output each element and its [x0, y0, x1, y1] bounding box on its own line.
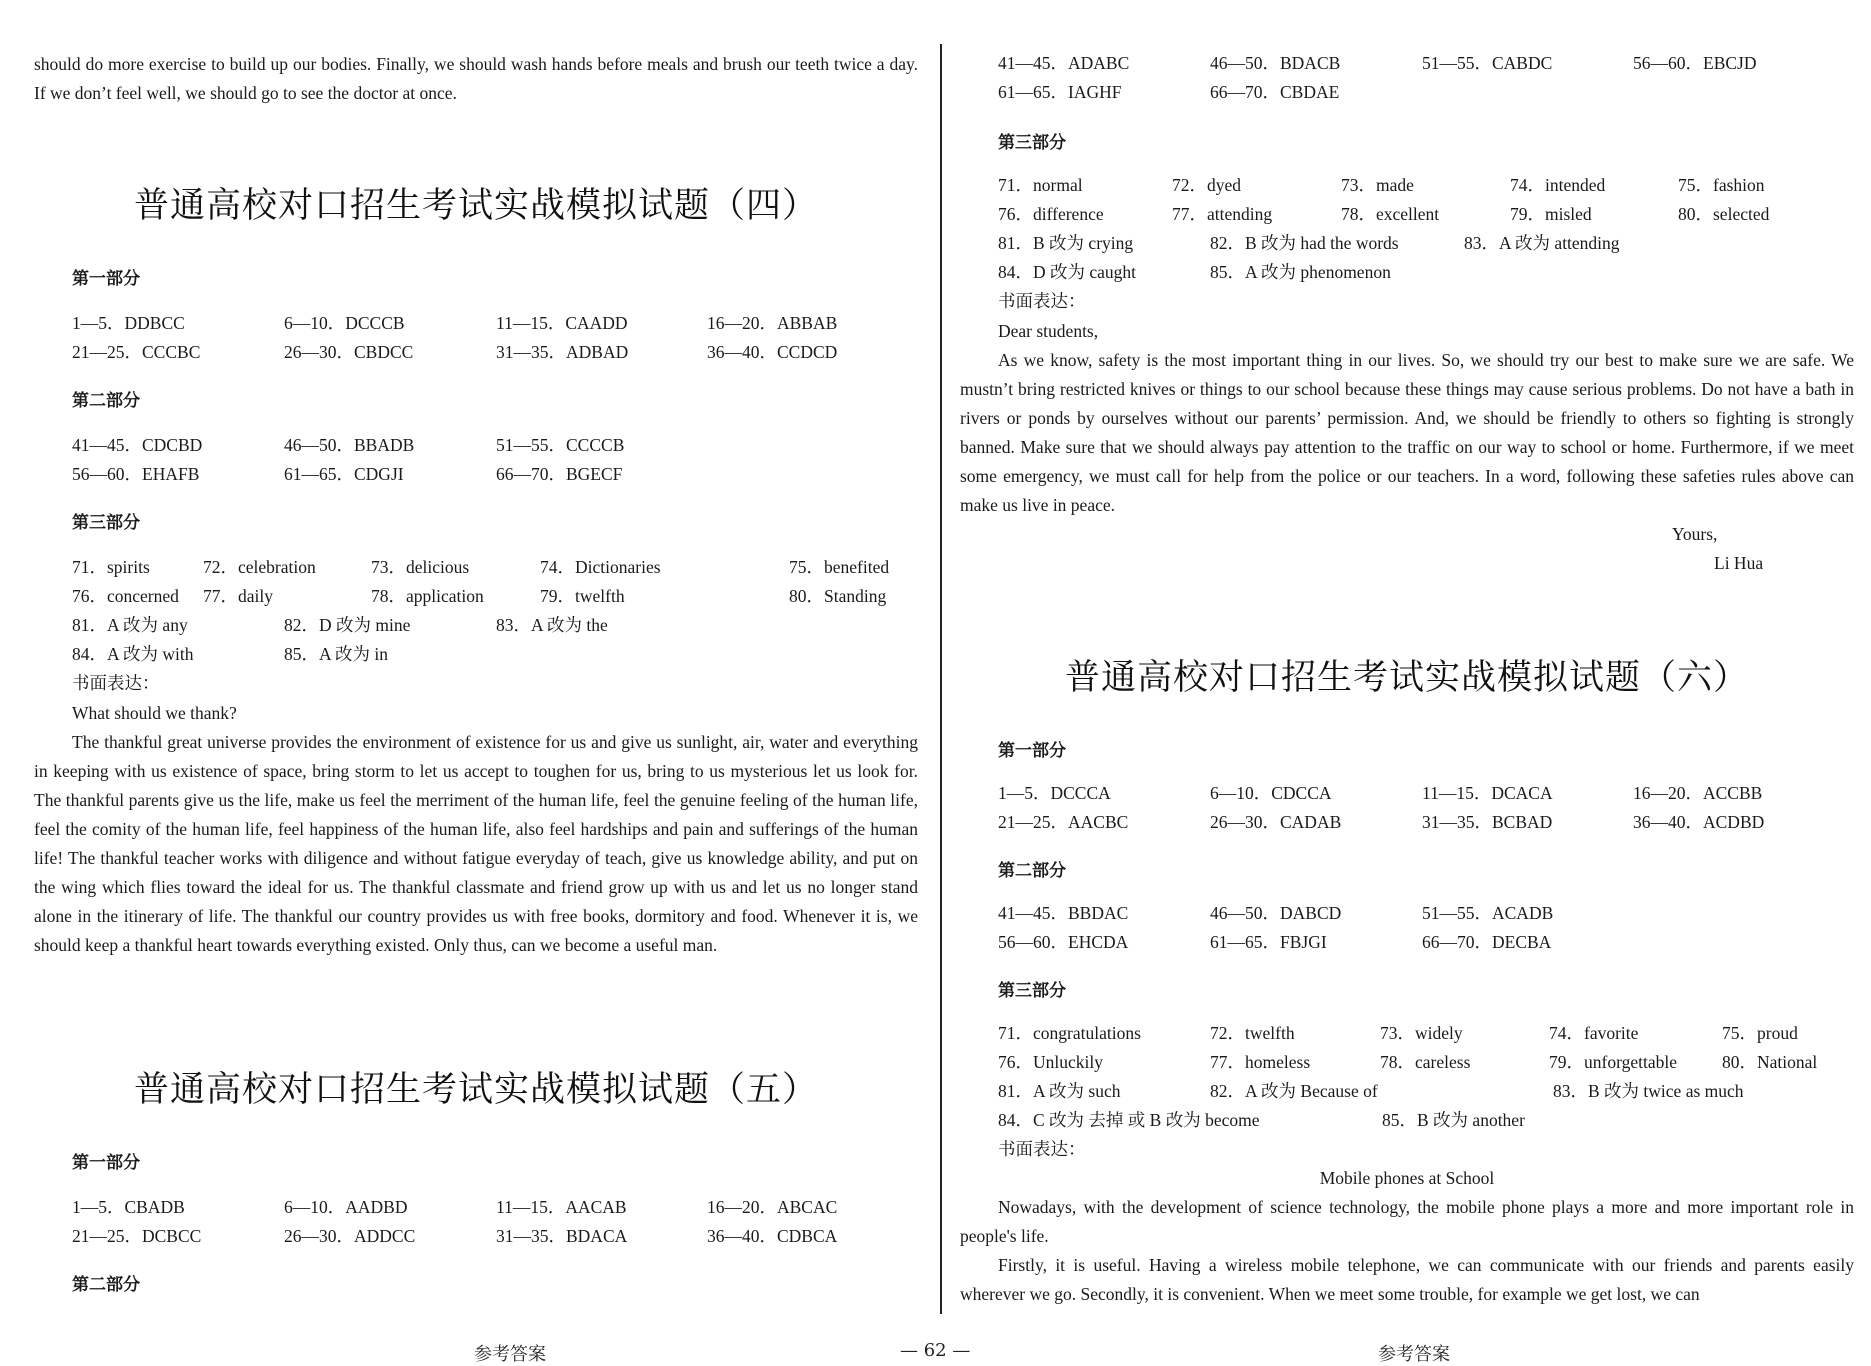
answer-cell: 72．twelfth	[1210, 1023, 1295, 1043]
answer-cell: 51—55．CCCCB	[496, 435, 625, 455]
answer-cell: 31—35．BCBAD	[1422, 812, 1553, 832]
answer-cell: 80．Standing	[789, 586, 887, 606]
exam4-part2-heading: 第二部分	[72, 391, 140, 411]
answer-cell: 41—45．BBDAC	[998, 903, 1129, 923]
answer-cell: 73．made	[1341, 175, 1414, 195]
answer-cell: 85．A 改为 in	[284, 644, 389, 664]
exam5-title: 普通高校对口招生考试实战模拟试题（五）	[133, 1070, 818, 1110]
answer-cell: 83．A 改为 attending	[1464, 233, 1620, 253]
answer-cell: 71．normal	[998, 175, 1083, 195]
answer-cell: 46—50．DABCD	[1210, 903, 1342, 923]
essay-paragraph: The thankful great universe provides the environment of existence for us and give us sunlight, air, water and everything in keeping with us existence of space, bring storm to let us accept to toughen for us, bring to us mysterious let us look for. The thankful parents give us the life, make us feel the merriment of the human life, feel the genuine feeling of the human life, feel the comity of the human life, feel happiness of the human life, also feel hardships and pain and sufferings of the human life! The thankful teacher works with diligence and without fatigue everyday of teach, give us knowledge ability, and put on the wing which flies toward the ideal for us. The thankful classmate and friend grow up with us and let us no longer stand alone in the itinerary of life. The thankful our country provides us with free books, dormitory and food. Whenever it is, we should keep a thankful heart towards everything existed. Only thus, can we become a useful man.	[34, 732, 918, 955]
answer-cell: 16—20．ACCBB	[1633, 783, 1763, 803]
answer-cell: 79．misled	[1510, 204, 1592, 224]
answer-cell: 1—5．DDBCC	[72, 313, 185, 333]
answer-cell: 77．daily	[203, 586, 273, 606]
page-number: — 62 —	[900, 1340, 971, 1361]
answer-cell: 73．delicious	[371, 557, 470, 577]
answer-cell: 80．selected	[1678, 204, 1770, 224]
exam6-part1-heading: 第一部分	[998, 741, 1066, 761]
letter-signature: Li Hua	[1714, 553, 1764, 573]
answer-cell: 76．concerned	[72, 586, 179, 606]
footer-right-label: 参考答案	[1378, 1344, 1450, 1365]
exam5-part1-heading: 第一部分	[72, 1153, 140, 1173]
answer-cell: 61—65．IAGHF	[998, 82, 1122, 102]
answer-cell: 21—25．DCBCC	[72, 1226, 202, 1246]
answer-cell: 72．celebration	[203, 557, 316, 577]
answer-cell: 80．National	[1722, 1052, 1818, 1072]
answer-cell: 79．unforgettable	[1549, 1052, 1677, 1072]
answer-cell: 6—10．AADBD	[284, 1197, 408, 1217]
answer-cell: 73．widely	[1380, 1023, 1463, 1043]
answer-cell: 26—30．CBDCC	[284, 342, 414, 362]
answer-cell: 66—70．DECBA	[1422, 932, 1552, 952]
exam4-part3-heading: 第三部分	[72, 513, 140, 533]
answer-cell: 75．proud	[1722, 1023, 1798, 1043]
answer-cell: 74．favorite	[1549, 1023, 1639, 1043]
essay-paragraph: Nowadays, with the development of science technology, the mobile phone plays a more and more important role in people's life.	[960, 1197, 1854, 1246]
answer-cell: 78．excellent	[1341, 204, 1440, 224]
answer-cell: 1—5．CBADB	[72, 1197, 185, 1217]
answer-cell: 84．D 改为 caught	[998, 262, 1137, 282]
answer-cell: 61—65．FBJGI	[1210, 932, 1327, 952]
exam6-title: 普通高校对口招生考试实战模拟试题（六）	[1064, 658, 1749, 698]
essay-title: What should we thank?	[72, 703, 237, 723]
essay-paragraph: Firstly, it is useful. Having a wireless mobile telephone, we can communicate with our friends and parents easily wherever we go. Secondly, it is convenient. When we meet some trouble, for example we get lost, we can	[960, 1255, 1854, 1304]
right-column	[960, 0, 1854, 1320]
answer-cell: 11—15．DCACA	[1422, 783, 1553, 803]
answer-cell: 6—10．CDCCA	[1210, 783, 1332, 803]
answer-cell: 84．C 改为 去掉 或 B 改为 become	[998, 1110, 1260, 1130]
answer-cell: 26—30．ADDCC	[284, 1226, 416, 1246]
answer-cell: 83．A 改为 the	[496, 615, 608, 635]
answer-cell: 74．intended	[1510, 175, 1606, 195]
answer-cell: 41—45．CDCBD	[72, 435, 203, 455]
answer-cell: 51—55．CABDC	[1422, 53, 1553, 73]
answer-cell: 41—45．ADABC	[998, 53, 1130, 73]
writing-label: 书面表达：	[998, 291, 1086, 311]
exam5-part3-heading: 第三部分	[998, 133, 1066, 153]
answer-cell: 11—15．CAADD	[496, 313, 628, 333]
answer-cell: 66—70．CBDAE	[1210, 82, 1340, 102]
answer-cell: 79．twelfth	[540, 586, 625, 606]
answer-cell: 85．A 改为 phenomenon	[1210, 262, 1391, 282]
answer-cell: 81．A 改为 such	[998, 1081, 1121, 1101]
left-column	[34, 0, 918, 1320]
writing-label: 书面表达：	[72, 673, 160, 693]
answer-cell: 82．D 改为 mine	[284, 615, 411, 635]
exam6-part2-heading: 第二部分	[998, 861, 1066, 881]
answer-cell: 78．careless	[1380, 1052, 1471, 1072]
answer-cell: 75．fashion	[1678, 175, 1765, 195]
answer-cell: 46—50．BBADB	[284, 435, 415, 455]
answer-cell: 26—30．CADAB	[1210, 812, 1342, 832]
answer-cell: 36—40．ACDBD	[1633, 812, 1765, 832]
footer-left-label: 参考答案	[474, 1344, 546, 1365]
answer-cell: 56—60．EBCJD	[1633, 53, 1757, 73]
answer-cell: 36—40．CDBCA	[707, 1226, 838, 1246]
answer-cell: 71．congratulations	[998, 1023, 1141, 1043]
answer-cell: 56—60．EHAFB	[72, 464, 200, 484]
answer-cell: 66—70．BGECF	[496, 464, 623, 484]
answer-cell: 82．B 改为 had the words	[1210, 233, 1399, 253]
answer-cell: 77．attending	[1172, 204, 1273, 224]
answer-cell: 16—20．ABCAC	[707, 1197, 838, 1217]
answer-cell: 78．application	[371, 586, 484, 606]
answer-cell: 82．A 改为 Because of	[1210, 1081, 1378, 1101]
answer-cell: 51—55．ACADB	[1422, 903, 1554, 923]
answer-cell: 76．difference	[998, 204, 1104, 224]
exam5-part2-heading: 第二部分	[72, 1275, 140, 1295]
essay-title: Mobile phones at School	[1319, 1168, 1495, 1188]
letter-body: As we know, safety is the most important thing in our lives. So, we should try our best to make sure we are safe. We mustn’t bring restricted knives or things to our school because these things may cause serious problems. Do not have a bath in rivers or ponds by ourselves without our parents’ permission. And, we should be friendly to others so fighting is strongly banned. Make sure that we should always pay attention to the traffic on our way to school or home. Furthermore, if we meet some emergency, we must call for help from the police or our teachers. In a word, following these safeties rules above can make us live in peace.	[960, 350, 1854, 515]
writing-label: 书面表达：	[998, 1139, 1086, 1159]
answer-cell: 6—10．DCCCB	[284, 313, 405, 333]
answer-cell: 31—35．ADBAD	[496, 342, 629, 362]
answer-cell: 83．B 改为 twice as much	[1553, 1081, 1744, 1101]
answer-cell: 11—15．AACAB	[496, 1197, 627, 1217]
answer-cell: 36—40．CCDCD	[707, 342, 838, 362]
answer-cell: 77．homeless	[1210, 1052, 1311, 1072]
answer-cell: 84．A 改为 with	[72, 644, 194, 664]
answer-cell: 1—5．DCCCA	[998, 783, 1111, 803]
exam6-part3-heading: 第三部分	[998, 981, 1066, 1001]
answer-cell: 16—20．ABBAB	[707, 313, 838, 333]
answer-cell: 76．Unluckily	[998, 1052, 1103, 1072]
answer-cell: 74．Dictionaries	[540, 557, 661, 577]
intro-paragraph: should do more exercise to build up our bodies. Finally, we should wash hands before meals and brush our teeth twice a day. If we don’t feel well, we should go to see the doctor at once.	[34, 54, 918, 103]
answer-cell: 46—50．BDACB	[1210, 53, 1341, 73]
letter-greeting: Dear students,	[998, 321, 1099, 341]
answer-cell: 21—25．AACBC	[998, 812, 1129, 832]
answer-cell: 56—60．EHCDA	[998, 932, 1129, 952]
answer-cell: 71．spirits	[72, 557, 150, 577]
answer-cell: 75．benefited	[789, 557, 890, 577]
answer-cell: 21—25．CCCBC	[72, 342, 201, 362]
answer-cell: 61—65．CDGJI	[284, 464, 404, 484]
answer-cell: 31—35．BDACA	[496, 1226, 628, 1246]
answer-cell: 72．dyed	[1172, 175, 1242, 195]
exam4-title: 普通高校对口招生考试实战模拟试题（四）	[133, 186, 818, 226]
answer-cell: 85．B 改为 another	[1382, 1110, 1525, 1130]
letter-closing: Yours,	[1672, 524, 1718, 544]
column-divider	[940, 44, 942, 1314]
exam4-part1-heading: 第一部分	[72, 269, 140, 289]
answer-cell: 81．A 改为 any	[72, 615, 188, 635]
answer-cell: 81．B 改为 crying	[998, 233, 1134, 253]
